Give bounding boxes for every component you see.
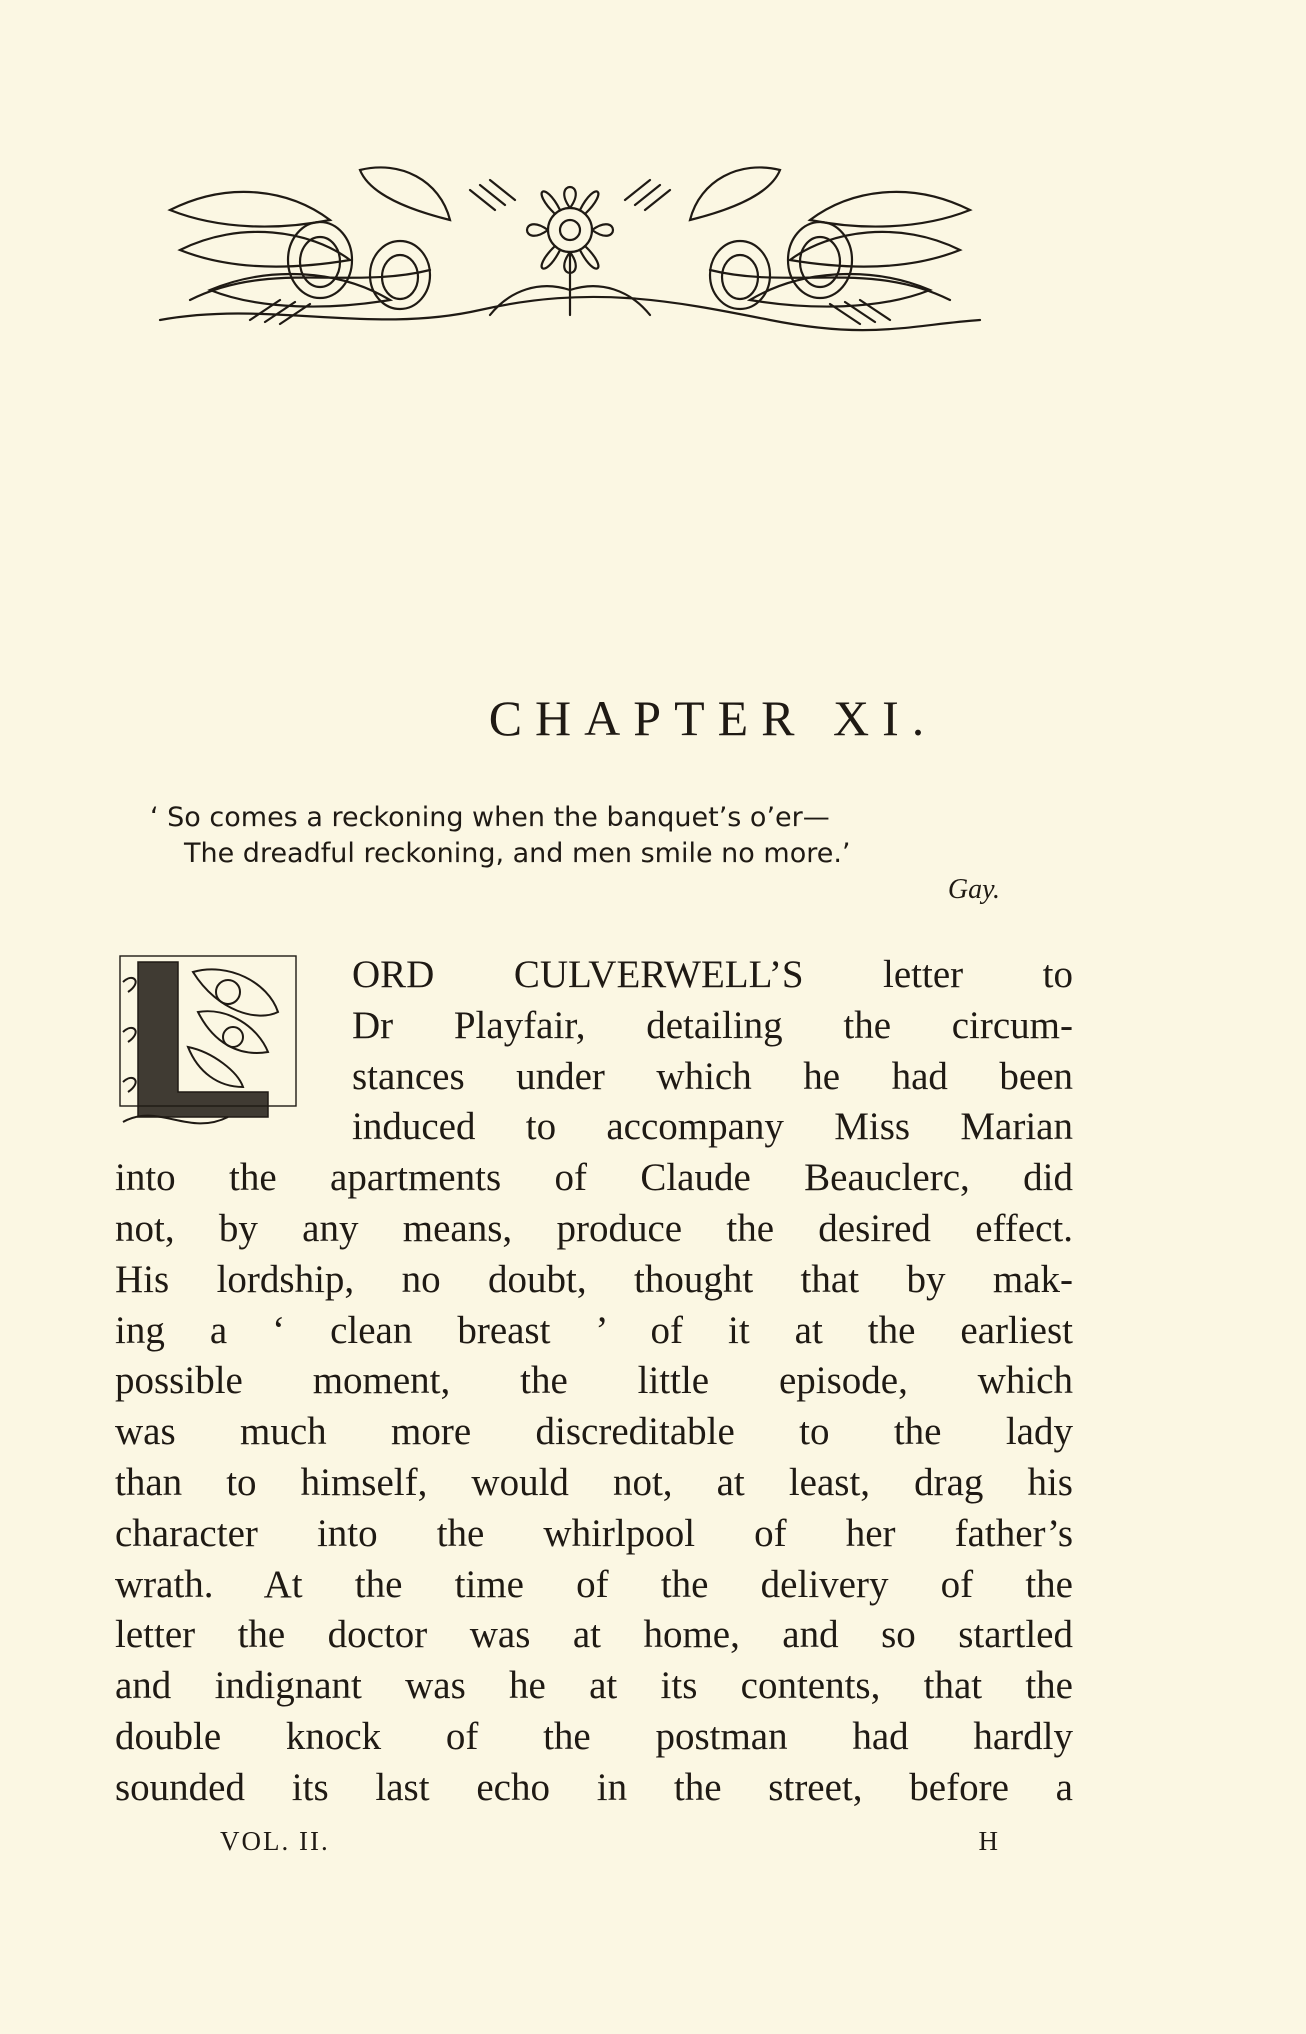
text-line: sounded its last echo in the street, before a (115, 1765, 1073, 1809)
text-line: not, by any means, produce the desired effect. (115, 1206, 1073, 1250)
text-line: was much more discreditable to the lady (115, 1410, 1073, 1454)
chapter-title: CHAPTER XI. (488, 690, 938, 746)
text-line: induced to accompany Miss Marian (352, 1105, 1073, 1149)
text-line: possible moment, the little episode, which (115, 1359, 1073, 1403)
epigraph-line-2: The dreadful reckoning, and men smile no more.’ (184, 838, 851, 869)
epigraph-line-1: ‘ So comes a reckoning when the banquet’s o’er— (150, 802, 830, 833)
text-line: and indignant was he at its contents, that the (115, 1664, 1073, 1708)
page-footer (220, 1826, 1000, 1857)
body-text (115, 950, 1073, 1814)
text-line: than to himself, would not, at least, drag his (115, 1460, 1073, 1504)
volume-label: VOL. II. (220, 1826, 330, 1856)
text-line: character into the whirlpool of her father’s (115, 1511, 1073, 1555)
text-line: wrath. At the time of the delivery of the (115, 1562, 1073, 1606)
text-line: ORD CULVERWELL’S letter to (352, 953, 1073, 996)
signature-mark: H (978, 1826, 1000, 1856)
text-line: into the apartments of Claude Beauclerc, did (115, 1156, 1073, 1200)
floral-headpiece-icon (150, 150, 990, 335)
text-line: stances under which he had been (352, 1054, 1073, 1098)
text-line: ing a ‘ clean breast ’ of it at the earliest (115, 1308, 1073, 1352)
epigraph (150, 800, 1000, 908)
text-line: His lordship, no doubt, thought that by mak- (115, 1257, 1073, 1301)
text-line: double knock of the postman had hardly (115, 1714, 1073, 1758)
epigraph-attribution: Gay. (947, 874, 1000, 905)
text-line: letter the doctor was at home, and so startled (115, 1613, 1073, 1657)
text-line: Dr Playfair, detailing the circum- (352, 1003, 1073, 1047)
